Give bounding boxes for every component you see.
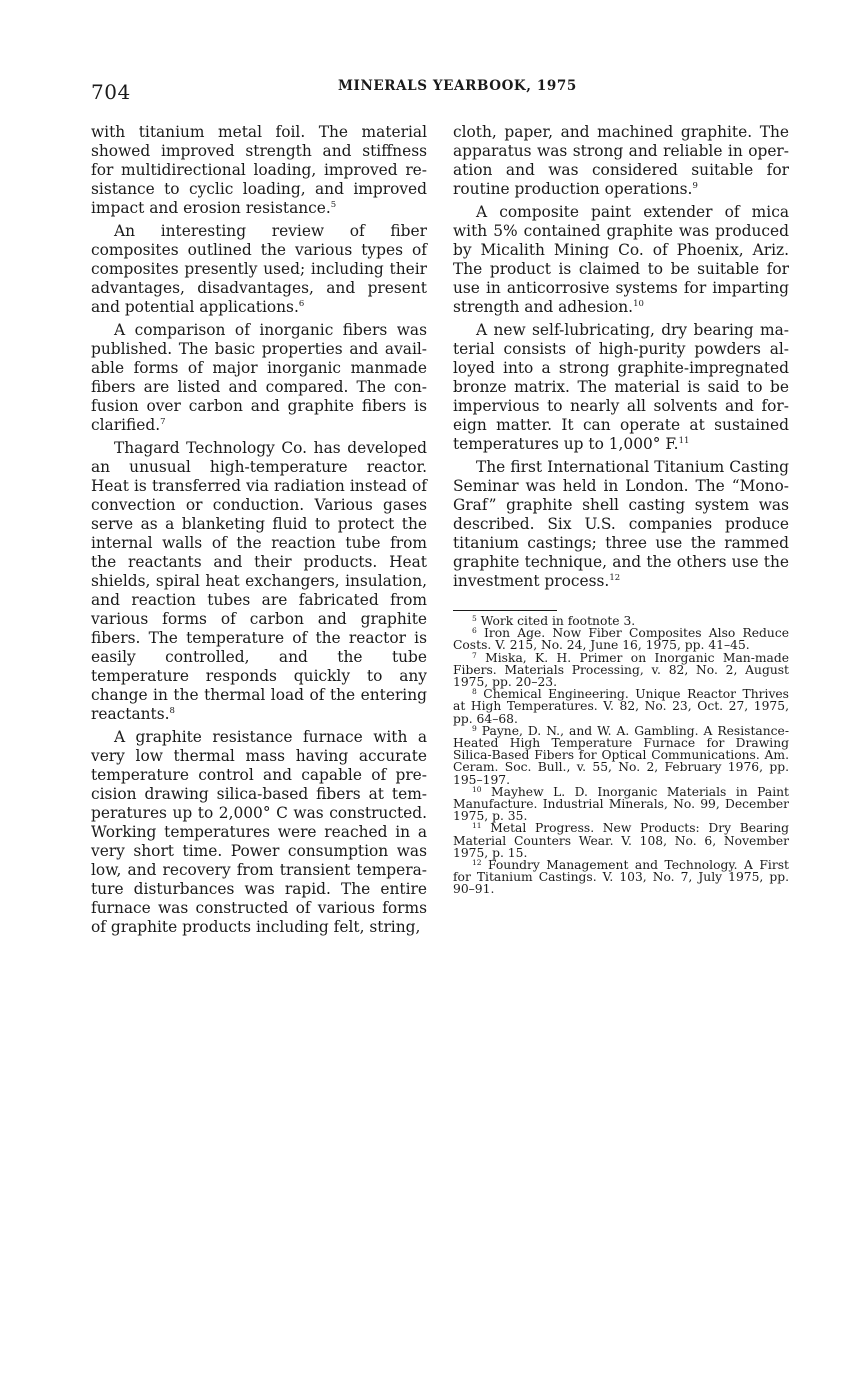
footnote-ref: 7 (160, 417, 166, 427)
footnote (453, 627, 789, 651)
paragraph (91, 222, 427, 317)
footnote (453, 688, 789, 725)
left-column (91, 123, 427, 941)
footnote-text: Work cited in footnote 3. (480, 614, 636, 628)
footnote (453, 822, 789, 859)
right-column (453, 123, 789, 595)
paragraph-text: Thagard Technology Co. has developed an unusual high-temperature reactor. Heat is transferred via radiation instead of convection or conduction. Various gases serve as a blanketing fluid to protect the internal walls of the reaction tube from the reactants and their products. Heat shields, spiral heat exchangers, insulation, and reaction tubes are fabricated from various forms of carbon and graphite fibers. The temperature of the reactor is easily controlled, and the tube temperature responds quickly to any change in the thermal load of the entering reactants. (91, 439, 427, 723)
footnote (453, 786, 789, 823)
footnote-ref: 9 (692, 181, 698, 191)
footnote-ref: 8 (169, 706, 175, 716)
footnote-ref: 11 (678, 436, 690, 446)
footnote (453, 652, 789, 689)
footnote-number: 10 (472, 784, 482, 794)
paragraph-text: with titanium metal foil. The material showed improved strength and stiffness for multidirectional loading, improved resistance to cyclic loading, and improved impact and erosion resistance. (91, 123, 427, 217)
paragraph-text: cloth, paper, and machined graphite. The apparatus was strong and reliable in operation and was considered suitable for routine production operations. (453, 123, 789, 198)
paragraph-text: A new self-lubricating, dry bearing material consists of high-purity powders alloyed into a strong graphite-impregnated bronze matrix. The material is said to be impervious to nearly all solvents and foreign matter. It can operate at sustained temperatures up to 1,000° F. (453, 321, 789, 453)
footnote-number: 7 (472, 650, 477, 660)
footnote-rule (453, 610, 557, 611)
paragraph-text: The first International Titanium Casting Seminar was held in London. The “Mono-Graf” graphite shell casting system was described. Six U.S. companies produce titanium castings; three use the rammed graphite technique, and the others use the investment process. (453, 458, 789, 590)
footnote-text: Mayhew L. D. Inorganic Materials in Paint Manufacture. Industrial Minerals, No. 99, December 1975, p. 35. (453, 784, 789, 824)
footnote-number: 11 (472, 821, 482, 831)
footnote-text: Iron Age. Now Fiber Composites Also Reduce Costs. V. 215, No. 24, June 16, 1975, pp. 41–45. (453, 626, 789, 653)
footnote-number: 9 (472, 723, 477, 733)
footnote (453, 725, 789, 786)
paragraph (453, 321, 789, 454)
footnotes (453, 610, 789, 896)
paragraph-text: A graphite resistance furnace with a very low thermal mass having accurate temperature control and capable of precision drawing silica-based fibers at temperatures up to 2,000° C was constructed. Working temperatures were reached in a very short time. Power consumption was low, and recovery from transient temperature disturbances was rapid. The entire furnace was constructed of various forms of graphite products including felt, string, (91, 728, 427, 936)
paragraph-text: A composite paint extender of mica with 5% contained graphite was produced by Micalith Mining Co. of Phoenix, Ariz. The product is claimed to be suitable for use in anticorrosive systems for imparting strength and adhesion. (453, 203, 789, 316)
paragraph-text: A comparison of inorganic fibers was published. The basic properties and available forms of major inorganic manmade fibers are listed and compared. The confusion over carbon and graphite fibers is clarified. (91, 321, 427, 434)
footnote-ref: 5 (330, 200, 337, 210)
footnote-text: Miska, K. H. Primer on Inorganic Man-made Fibers. Materials Processing, v. 82, No. 2, August 1975, pp. 20–23. (453, 650, 789, 690)
paragraph (453, 203, 789, 317)
footnote-ref: 10 (633, 299, 644, 309)
footnote-number: 5 (472, 614, 477, 623)
paragraph (91, 123, 427, 218)
footnote-number: 12 (472, 858, 482, 868)
footnote-number: 6 (472, 626, 477, 636)
footnote-text: Payne, D. N., and W. A. Gambling. A Resistance-Heated High Temperature Furnace for Drawing Silica-Based Fibers for Optical Communications. Am. Ceram. Soc. Bull., v. 55, No. 2, February 1976, pp. 195–197. (453, 723, 789, 787)
footnote (453, 859, 789, 896)
paragraph (91, 728, 427, 937)
paragraph-text: An interesting review of fiber composites outlined the various types of composites presently used; including their advantages, disadvantages, and present and potential applications. (91, 222, 427, 316)
paragraph (91, 439, 427, 724)
footnote-ref: 6 (298, 299, 305, 309)
footnote-text: Chemical Engineering. Unique Reactor Thrives at High Temperatures. V. 82, No. 23, Oct. 27, 1975, pp. 64–68. (453, 687, 789, 726)
page-number: 704 (91, 80, 131, 104)
paragraph (453, 123, 789, 199)
footnote-number: 8 (472, 687, 477, 697)
footnote-ref: 12 (609, 573, 621, 583)
running-head: MINERALS YEARBOOK, 1975 (338, 78, 577, 94)
paragraph (453, 458, 789, 591)
paragraph (91, 321, 427, 435)
footnote-text: Foundry Management and Technology. A First for Titanium Castings. V. 103, No. 7, July 1975, pp. 90–91. (453, 858, 789, 897)
footnote-text: Metal Progress. New Products: Dry Bearing Material Counters Wear. V. 108, No. 6, November 1975, p. 15. (453, 821, 789, 860)
